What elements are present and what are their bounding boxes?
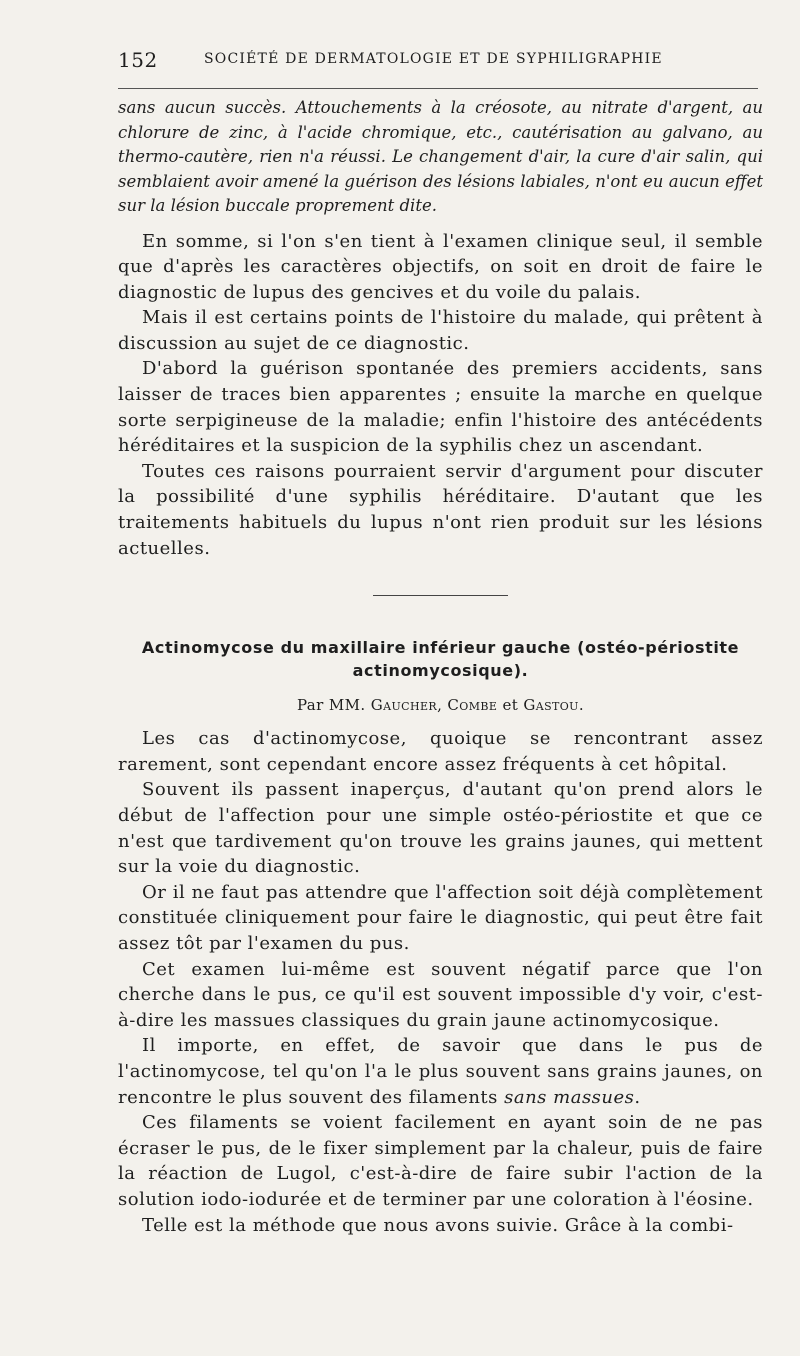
article-authors: Par MM. Gaucher, Combe et Gastou.: [296, 696, 585, 715]
paragraph: [118, 1033, 763, 1110]
paragraph: Souvent ils passent inaperçus, d'autant qu'on prend alors le début de l'affection pour une simple ostéo-périostite et que ce n'est que tardivement qu'on trouve les grains jaunes, qui mettent sur la voie du diagnostic.: [118, 779, 763, 878]
section-separator: [373, 595, 508, 596]
italic-paragraph: sans aucun succès. Attouchements à la créosote, au nitrate d'argent, au chlorure de zinc, à l'acide chromique, etc., cautérisation au galvano, au thermo-cautère, rien n'a réussi. Le changement d'air, la cure d'air salin, qui semblaient avoir amené la guérison des lésions labiales, n'ont eu aucun effet sur la lésion buccale proprement dite.: [118, 98, 763, 215]
author-name: Combe: [447, 696, 498, 715]
authors-conjunction: et: [502, 696, 519, 715]
paragraph-text: Il importe, en effet, de savoir que dans le pus de l'actinomycose, tel qu'on l'a le plus souvent sans grains jaunes, on rencontre le plus souvent des filaments: [118, 1035, 763, 1108]
header-rule: [118, 88, 758, 89]
author-name: Gastou.: [523, 696, 585, 715]
running-title: SOCIÉTÉ DE DERMATOLOGIE ET DE SYPHILIGRAPHIE: [204, 51, 663, 67]
page-number: 152: [118, 48, 158, 72]
emphasis-text: sans massues: [504, 1086, 635, 1108]
paragraph: En somme, si l'on s'en tient à l'examen clinique seul, il semble que d'après les caractères objectifs, on soit en droit de faire le diagnostic de lupus des gencives et du voile du palais.: [118, 230, 763, 303]
paragraph: Ces filaments se voient facilement en ayant soin de ne pas écraser le pus, de le fixer simplement par la chaleur, puis de faire la réaction de Lugol, c'est-à-dire de faire subir l'action de la solution iodo-iodurée et de terminer par une coloration à l'éosine.: [118, 1112, 763, 1210]
authors-prefix: Par MM.: [296, 696, 366, 715]
paragraph: Or il ne faut pas attendre que l'affection soit déjà complètement constituée cliniquement pour faire le diagnostic, qui peut être fait assez tôt par l'examen du pus.: [118, 881, 763, 954]
page-header: [118, 48, 758, 74]
paragraph-text: .: [634, 1086, 641, 1108]
paragraph: Telle est la méthode que nous avons suivie. Grâce à la combi-: [142, 1214, 734, 1236]
author-name: Gaucher: [370, 696, 438, 715]
paragraph: Les cas d'actinomycose, quoique se rencontrant assez rarement, sont cependant encore assez fréquents à cet hôpital.: [118, 728, 763, 775]
paragraph: D'abord la guérison spontanée des premiers accidents, sans laisser de traces bien apparentes ; ensuite la marche en quelque sorte serpigineuse de la maladie; enfin l'histoire des antécédents héréditaires et la suspicion de la syphilis chez un ascendant.: [118, 358, 763, 457]
paragraph: Toutes ces raisons pourraient servir d'argument pour discuter la possibilité d'une syphilis héréditaire. D'autant que les traitements habituels du lupus n'ont rien produit sur les lésions actuelles.: [118, 460, 763, 559]
article-title: Actinomycose du maxillaire inférieur gauche (ostéo-périostite actinomycosique).: [141, 638, 740, 681]
paragraph: Cet examen lui-même est souvent négatif parce que l'on cherche dans le pus, ce qu'il est souvent impossible d'y voir, c'est-à-dire les massues classiques du grain jaune actinomycosique.: [118, 958, 763, 1031]
page-body: [118, 96, 763, 1238]
paragraph: Mais il est certains points de l'histoire du malade, qui prêtent à discussion au sujet de ce diagnostic.: [118, 307, 763, 354]
